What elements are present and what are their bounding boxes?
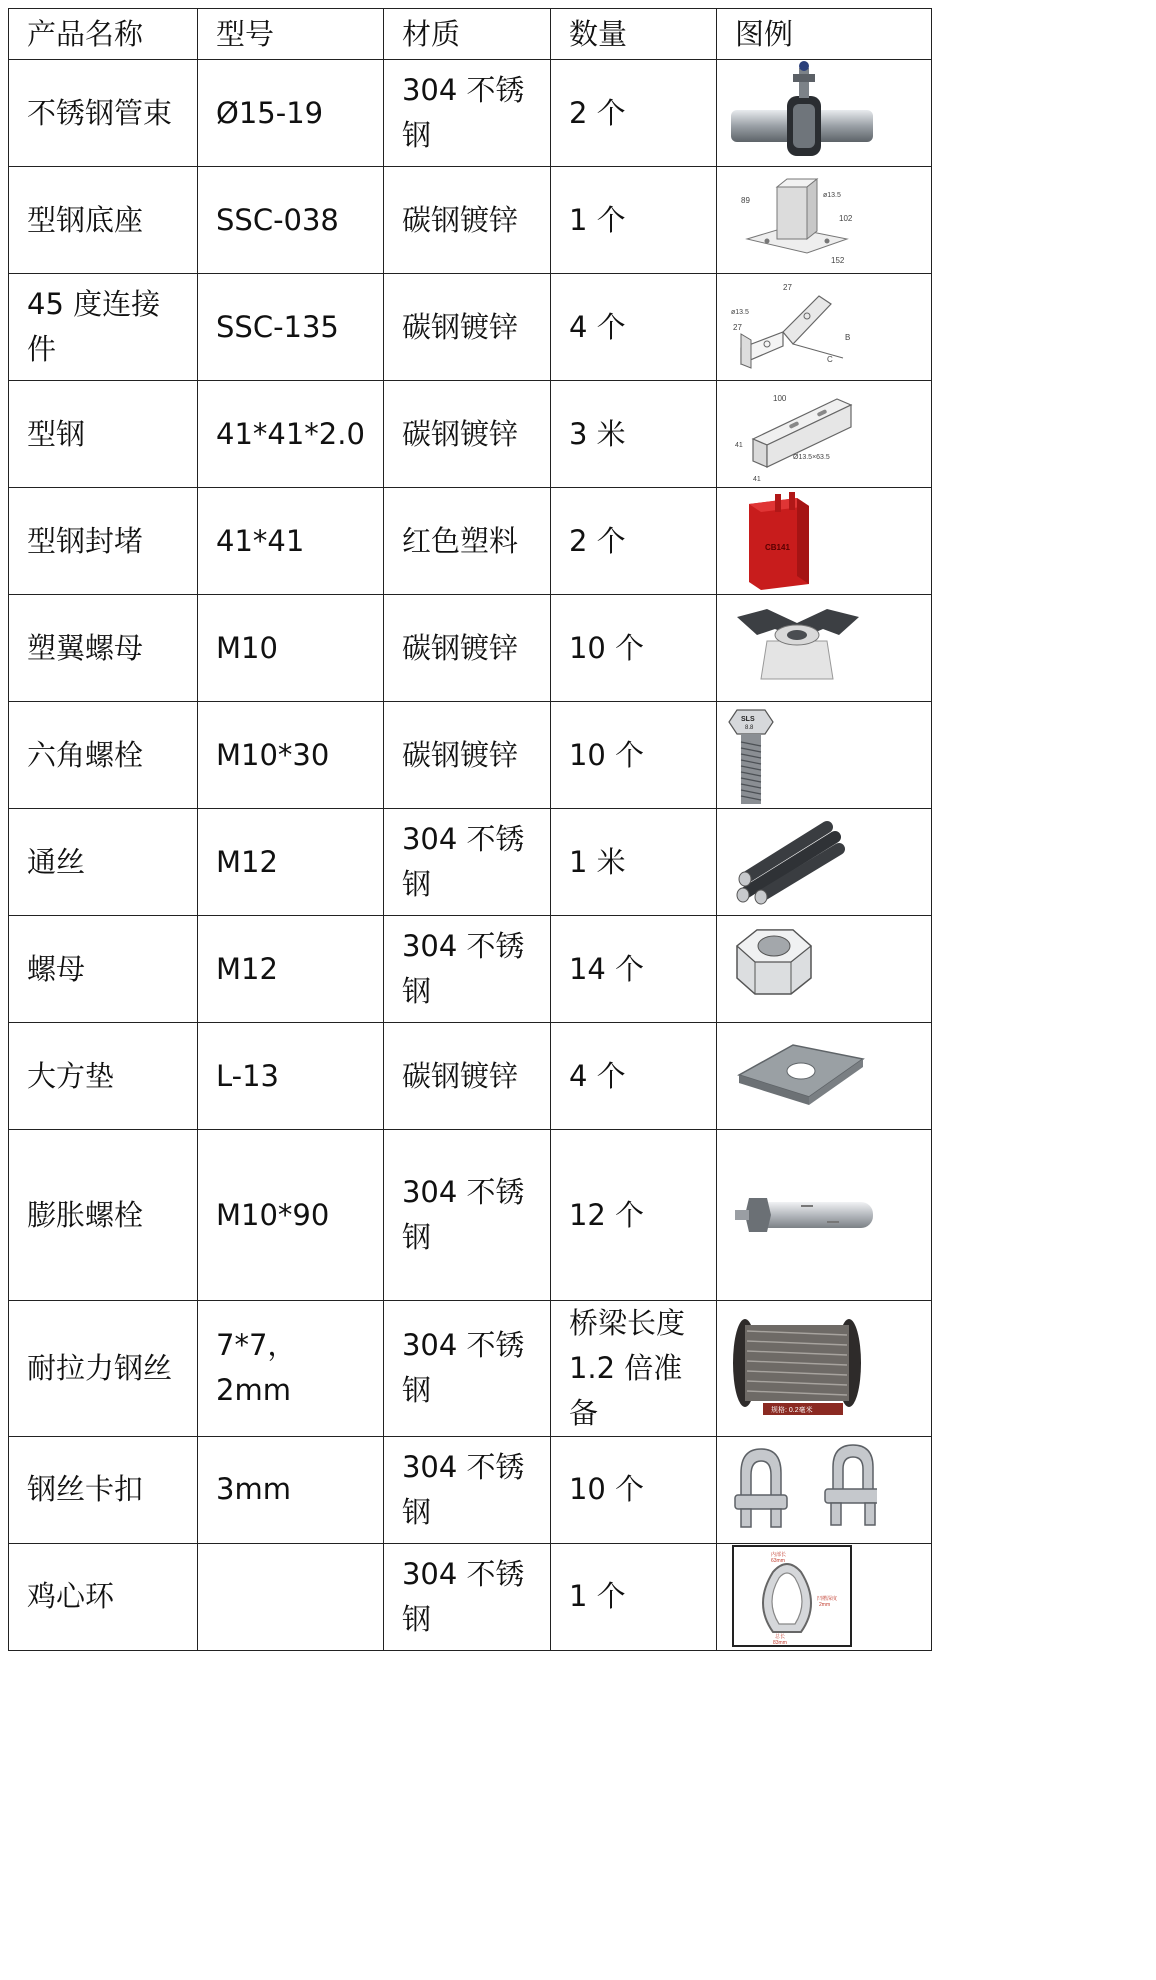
cell-name: 钢丝卡扣 (9, 1436, 198, 1543)
cell-name: 耐拉力钢丝 (9, 1301, 198, 1437)
svg-text:内部长: 内部长 (770, 1551, 786, 1558)
header-material: 材质 (383, 9, 550, 60)
table-row (9, 274, 932, 381)
parts-table (8, 8, 932, 1651)
cell-name: 塑翼螺母 (9, 595, 198, 702)
wire-clip-icon (727, 1437, 877, 1543)
svg-text:27: 27 (732, 323, 742, 332)
cell-name: 型钢底座 (9, 167, 198, 274)
cell-qty: 12 个 (550, 1130, 716, 1301)
cell-qty: 4 个 (550, 1023, 716, 1130)
cell-material: 304 不锈钢 (383, 1436, 550, 1543)
cell-qty: 3 米 (550, 381, 716, 488)
cell-qty: 10 个 (550, 1436, 716, 1543)
cell-qty: 1 个 (550, 1543, 716, 1650)
cell-material: 红色塑料 (383, 488, 550, 595)
thimble-icon (727, 1544, 877, 1650)
cell-qty: 10 个 (550, 595, 716, 702)
header-image: 图例 (716, 9, 931, 60)
svg-text:89: 89 (740, 196, 750, 205)
cell-model: 41*41 (198, 488, 384, 595)
table-row (9, 702, 932, 809)
cell-model: M12 (198, 916, 384, 1023)
cell-model: M10*90 (198, 1130, 384, 1301)
svg-text:63mm: 63mm (770, 1557, 785, 1564)
table-row (9, 809, 932, 916)
svg-text:ø13.5: ø13.5 (822, 192, 841, 199)
hex-nut-icon (727, 916, 877, 1022)
table-row (9, 1301, 932, 1437)
red-end-cap-icon (727, 488, 877, 594)
cell-name: 螺母 (9, 916, 198, 1023)
svg-text:总长: 总长 (774, 1633, 785, 1640)
cell-name: 型钢封堵 (9, 488, 198, 595)
cell-model: M12 (198, 809, 384, 916)
cell-name: 型钢 (9, 381, 198, 488)
svg-text:83mm: 83mm (772, 1639, 787, 1646)
svg-text:41: 41 (752, 476, 761, 483)
svg-text:41: 41 (734, 442, 743, 449)
svg-text:100: 100 (772, 394, 787, 403)
table-row (9, 1023, 932, 1130)
cell-name: 大方垫 (9, 1023, 198, 1130)
hex-bolt-icon (727, 702, 877, 808)
angle-connector-icon (727, 274, 877, 380)
pipe-clamp-icon (727, 60, 877, 166)
cell-qty: 2 个 (550, 488, 716, 595)
wing-nut-icon (727, 595, 877, 701)
wire-spool-icon (727, 1315, 877, 1421)
cell-material: 304 不锈钢 (383, 916, 550, 1023)
channel-base-icon (727, 167, 877, 273)
cell-qty: 1 米 (550, 809, 716, 916)
cell-model (198, 1543, 384, 1650)
table-row (9, 60, 932, 167)
header-row (9, 9, 932, 60)
cell-name: 膨胀螺栓 (9, 1130, 198, 1301)
table-row (9, 167, 932, 274)
svg-text:规格: 0.2毫米: 规格: 0.2毫米 (770, 1407, 813, 1415)
cell-model: M10*30 (198, 702, 384, 809)
cell-name: 六角螺栓 (9, 702, 198, 809)
header-name: 产品名称 (9, 9, 198, 60)
expansion-bolt-icon (727, 1162, 877, 1268)
cell-material: 碳钢镀锌 (383, 274, 550, 381)
cell-model: 7*7，2mm (198, 1301, 384, 1437)
table-row (9, 916, 932, 1023)
svg-text:152: 152 (830, 256, 845, 265)
cell-material: 碳钢镀锌 (383, 167, 550, 274)
table-row (9, 1543, 932, 1650)
cell-material: 碳钢镀锌 (383, 1023, 550, 1130)
svg-text:凹槽深度: 凹槽深度 (816, 1595, 837, 1602)
svg-text:8.8: 8.8 (744, 725, 754, 731)
header-model: 型号 (198, 9, 384, 60)
svg-text:B: B (844, 333, 851, 342)
svg-text:27: 27 (782, 283, 792, 292)
table-row (9, 381, 932, 488)
cell-material: 碳钢镀锌 (383, 702, 550, 809)
cell-material: 碳钢镀锌 (383, 595, 550, 702)
cell-material: 304 不锈钢 (383, 60, 550, 167)
cell-qty: 1 个 (550, 167, 716, 274)
cell-model: L-13 (198, 1023, 384, 1130)
cell-qty: 10 个 (550, 702, 716, 809)
cell-material: 碳钢镀锌 (383, 381, 550, 488)
table-row (9, 1436, 932, 1543)
cell-model: M10 (198, 595, 384, 702)
cell-name: 通丝 (9, 809, 198, 916)
cell-name: 不锈钢管束 (9, 60, 198, 167)
cell-model: Ø15-19 (198, 60, 384, 167)
table-row (9, 1130, 932, 1301)
table-row (9, 488, 932, 595)
svg-text:ø13.5: ø13.5 (730, 309, 749, 316)
cell-model: SSC-135 (198, 274, 384, 381)
threaded-rod-icon (727, 809, 877, 915)
cell-model: 3mm (198, 1436, 384, 1543)
cell-qty: 4 个 (550, 274, 716, 381)
cell-qty: 桥梁长度 1.2 倍准备 (550, 1301, 716, 1437)
cell-material: 304 不锈钢 (383, 1543, 550, 1650)
svg-text:102: 102 (838, 214, 853, 223)
svg-text:C: C (826, 355, 833, 364)
svg-text:CB141: CB141 (764, 543, 790, 552)
header-qty: 数量 (550, 9, 716, 60)
cell-material: 304 不锈钢 (383, 1130, 550, 1301)
cell-material: 304 不锈钢 (383, 809, 550, 916)
cell-model: SSC-038 (198, 167, 384, 274)
cell-material: 304 不锈钢 (383, 1301, 550, 1437)
table-row (9, 595, 932, 702)
cell-name: 45 度连接件 (9, 274, 198, 381)
steel-channel-icon (727, 381, 877, 487)
cell-model: 41*41*2.0 (198, 381, 384, 488)
cell-qty: 2 个 (550, 60, 716, 167)
cell-name: 鸡心环 (9, 1543, 198, 1650)
svg-text:SLS: SLS (740, 716, 755, 723)
square-washer-icon (727, 1023, 877, 1129)
cell-qty: 14 个 (550, 916, 716, 1023)
svg-text:Ø13.5×63.5: Ø13.5×63.5 (792, 454, 830, 461)
svg-text:2mm: 2mm (818, 1601, 831, 1608)
